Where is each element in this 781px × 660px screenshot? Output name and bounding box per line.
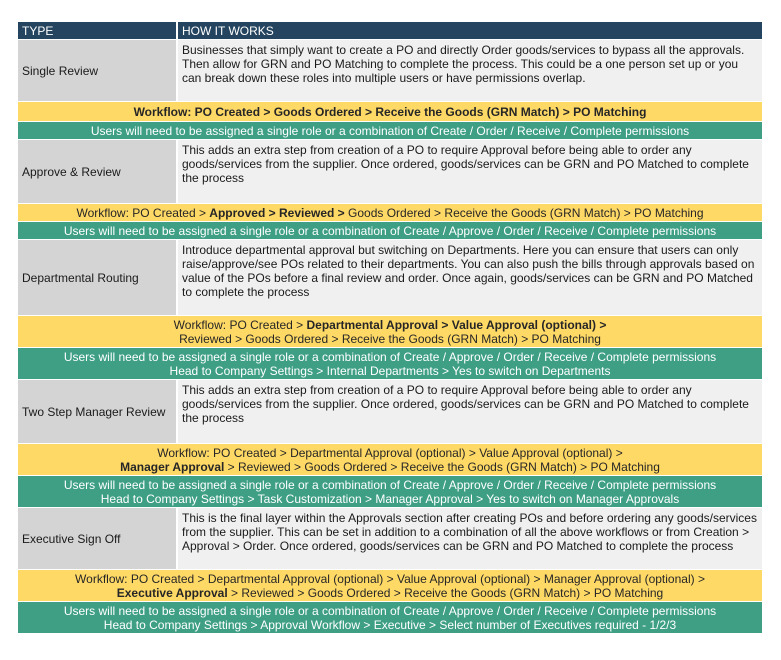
table-row [18, 380, 762, 444]
workflow-emphasis: Manager Approval [120, 459, 225, 474]
table-row [18, 40, 762, 102]
description-cell: Introduce departmental approval but switching on Departments. Here you can ensure that users can only raise/approve/see POs related to their departments. You can also push the bills through approvals based on value of the POs before a final review and order. Once again, goods/services can be GRN and PO Matched to complete the process [178, 240, 762, 315]
description-cell: This is the final layer within the Approvals section after creating POs and before ordering any goods/services from the supplier. This can be set in addition to a combination of all the above workflows or from Creation > Approval > Order. Once ordered, goods/services can be GRN and PO Matched to complete the process [178, 508, 762, 569]
table-row [18, 140, 762, 204]
workflow-band [18, 204, 762, 222]
workflow-emphasis: Executive Approval [116, 585, 228, 600]
type-column-header: TYPE [18, 22, 178, 39]
description-cell: This adds an extra step from creation of a PO to require Approval before being able to order any goods/services from the supplier. Once ordered, goods/services can be GRN and PO Matched to complete the process [178, 380, 762, 443]
workflow-text: Goods Ordered > Receive the Goods (GRN Match) > PO Matching [348, 205, 704, 220]
workflow-text: Reviewed > Goods Ordered > Receive the Goods (GRN Match) > PO Matching [179, 331, 601, 346]
table-row [18, 508, 762, 570]
workflow-text: Workflow: PO Created > [173, 317, 307, 332]
table-row [18, 240, 762, 316]
settings-text: Head to Company Settings > Task Customization > Manager Approval > Yes to switch on Manager Approvals [100, 491, 680, 506]
workflow-text: Workflow: PO Created > [76, 205, 210, 220]
permissions-text: Users will need to be assigned a single role or a combination of Create / Approve / Order / Receive / Complete permissions [63, 477, 717, 492]
permissions-band [18, 476, 762, 508]
permissions-text: Users will need to be assigned a single role or a combination of Create / Approve / Order / Receive / Complete permissions [63, 223, 717, 238]
permissions-text: Users will need to be assigned a single role or a combination of Create / Order / Receive / Complete permissions [90, 123, 690, 138]
workflow-text: Workflow: PO Created > Departmental Approval (optional) > Value Approval (optional) > Manager Approval (optional) > [75, 571, 705, 586]
workflow-text: > Reviewed > Goods Ordered > Receive the Goods (GRN Match) > PO Matching [227, 585, 664, 600]
workflow-band [18, 570, 762, 602]
table-header [18, 22, 762, 40]
permissions-band [18, 222, 762, 240]
workflow-emphasis: Departmental Approval > Value Approval (optional) > [306, 317, 607, 332]
description-cell: Businesses that simply want to create a PO and directly Order goods/services to bypass all the approvals. Then allow for GRN and PO Matching to complete the process. This could be a one person set up or you can break down these roles into multiple users or have permissions overlap. [178, 40, 762, 101]
workflow-text: Workflow: PO Created > Goods Ordered > Receive the Goods (GRN Match) > PO Matching [133, 104, 647, 119]
permissions-band [18, 122, 762, 140]
permissions-band [18, 348, 762, 380]
workflow-band [18, 102, 762, 122]
type-cell: Departmental Routing [18, 240, 178, 315]
description-cell: This adds an extra step from creation of a PO to require Approval before being able to order any goods/services from the supplier. Once ordered, goods/services can be GRN and PO Matched to complete the process [178, 140, 762, 203]
how-it-works-column-header: HOW IT WORKS [182, 23, 274, 38]
workflow-band [18, 316, 762, 348]
type-cell: Two Step Manager Review [18, 380, 178, 443]
type-cell: Single Review [18, 40, 178, 101]
type-cell: Approve & Review [18, 140, 178, 203]
settings-text: Head to Company Settings > Approval Workflow > Executive > Select number of Executives required - 1/2/3 [103, 617, 677, 632]
workflow-band [18, 444, 762, 476]
permissions-text: Users will need to be assigned a single role or a combination of Create / Approve / Order / Receive / Complete permissions [63, 349, 717, 364]
permissions-band [18, 602, 762, 634]
workflow-table [18, 22, 762, 634]
workflow-text: > Reviewed > Goods Ordered > Receive the Goods (GRN Match) > PO Matching [224, 459, 660, 474]
type-cell: Executive Sign Off [18, 508, 178, 569]
workflow-text: Workflow: PO Created > Departmental Approval (optional) > Value Approval (optional) > [157, 445, 623, 460]
workflow-emphasis: Approved > Reviewed > [209, 205, 349, 220]
settings-text: Head to Company Settings > Internal Departments > Yes to switch on Departments [169, 363, 611, 378]
permissions-text: Users will need to be assigned a single role or a combination of Create / Approve / Order / Receive / Complete permissions [63, 603, 717, 618]
